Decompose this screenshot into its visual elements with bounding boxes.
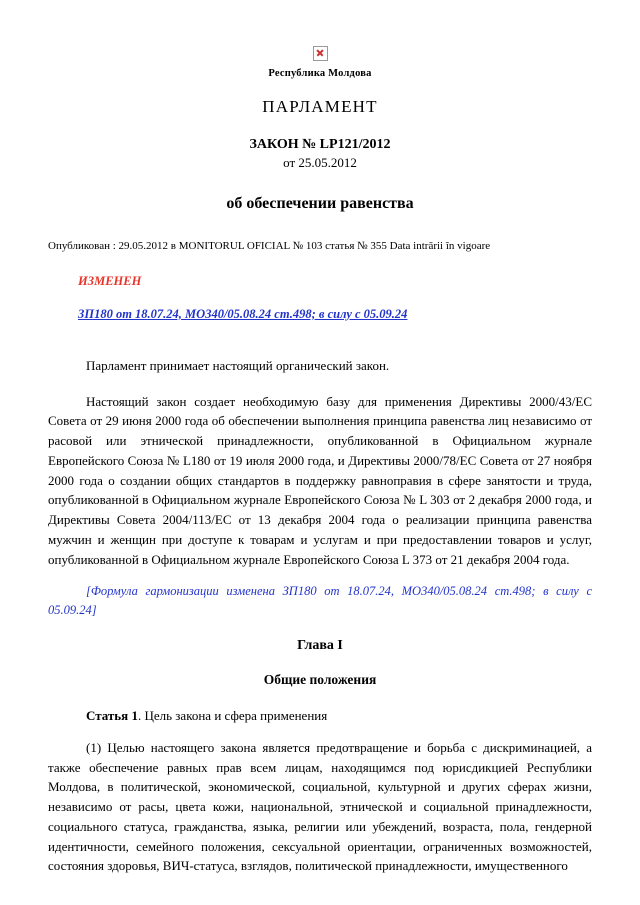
- publication-info: Опубликован : 29.05.2012 в MONITORUL OFICIAL № 103 статья № 355 Data intrării în vigoare: [48, 240, 491, 252]
- article-heading: [48, 708, 592, 724]
- amendment-link[interactable]: ЗП180 от 18.07.24, МО340/05.08.24 ст.498; в силу с 05.09.24: [78, 306, 408, 321]
- country-name: Республика Молдова: [268, 68, 372, 79]
- paragraph-adoption: Парламент принимает настоящий органический закон.: [86, 357, 390, 373]
- harmonization-note: [Формула гармонизации изменена ЗП180 от 18.07.24, МО340/05.08.24 ст.498; в силу с 05.09.24]: [48, 584, 592, 618]
- institution-name: ПАРЛАМЕНТ: [262, 97, 378, 116]
- article-paragraph-1: (1) Целью настоящего закона является предотвращение и борьба с дискриминацией, а также обеспечение равных прав всем лицам, находящимся под юрисдикцией Республики Молдова, в политической, экономической, социальной, культурной и других сферах жизни, независимо от расы, цвета кожи, национальной, этнической и социальной принадлежности, социального статуса, гражданства, языка, религии или убеждений, возраста, пола, гендерной идентичности, семейного положения, сексуальной ориентации, ограниченных возможностей, состояния здоровья, ВИЧ-статуса, взглядов, политической принадлежности, имущественного: [48, 739, 592, 874]
- law-date: от 25.05.2012: [283, 155, 357, 170]
- chapter-heading: Глава I: [297, 637, 343, 653]
- page-title: об обеспечении равенства: [226, 195, 414, 212]
- broken-image-icon: [313, 46, 328, 61]
- law-number: № LP121/2012: [302, 137, 391, 152]
- logo-row: [48, 44, 592, 62]
- status-badge: ИЗМЕНЕН: [78, 273, 142, 288]
- chapter-title: Общие положения: [263, 671, 377, 687]
- article-title: . Цель закона и сфера применения: [137, 707, 328, 723]
- law-heading: [48, 137, 592, 153]
- article-number: Статья 1: [86, 707, 138, 723]
- law-label: ЗАКОН: [249, 137, 299, 152]
- paragraph-directives: Настоящий закон создает необходимую базу для применения Директивы 2000/43/ЕС Совета от 29 июня 2000 года об обеспечении выполнения принципа равенства лиц независимо от расовой или этнической принадлежности, опубликованной в Официальном журнале Европейского Союза № L180 от 19 июля 2000 года, и Директивы 2000/78/ЕС Совета от 27 ноября 2000 года о создании общих стандартов в поддержку равноправия в сфере занятости и труда, опубликованной в Официальном журнале Европейского Союза № L 303 от 2 декабря 2000 года, и Директивы Совета 2004/113/ЕС от 13 декабря 2004 года о реализации принципа равенства мужчин и женщин при доступе к товарам и услугам и при предоставлении товаров и услуг, опубликованной в Официальном журнале Европейского Союза L 373 от 21 декабря 2004 года.: [48, 393, 592, 567]
